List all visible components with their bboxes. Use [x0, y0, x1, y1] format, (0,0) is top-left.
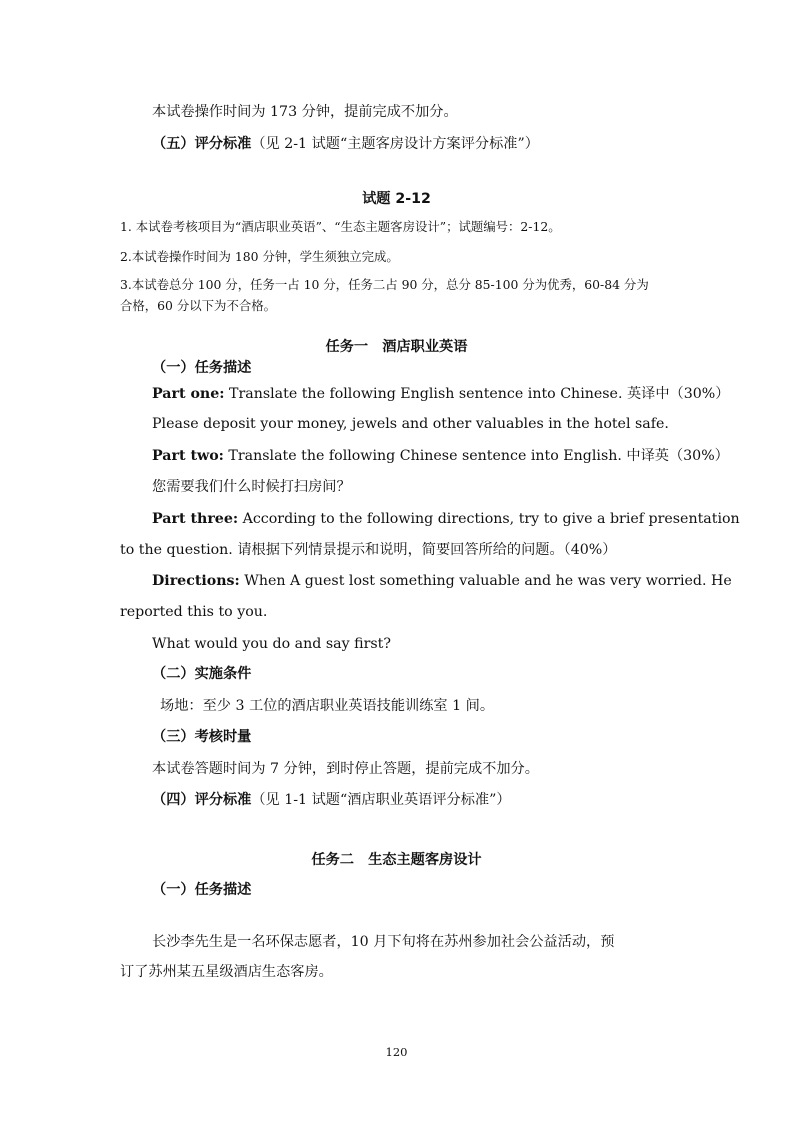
crit-line: [152, 790, 511, 810]
exam-note-2: 2.本试卷操作时间为 180 分钟，学生须独立完成。: [120, 249, 399, 264]
task1-title: 任务一 酒店职业英语: [325, 339, 468, 355]
part3-text: According to the following directions, try to give a brief presentation: [238, 511, 740, 527]
part3-line: [152, 509, 740, 529]
exam-title: 试题 2-12: [362, 191, 431, 207]
directions-label: Directions:: [152, 573, 240, 589]
part3-cont: to the question. 请根据下列情景提示和说明，简要回答所给的问题。（40%）: [120, 542, 617, 558]
page-number: 120: [385, 1045, 408, 1059]
exam-note-1: 1. 本试卷考核项目为“酒店职业英语”、“生态主题客房设计”；试题编号：2-12。: [120, 219, 561, 234]
time-line: 本试卷操作时间为 173 分钟，提前完成不加分。: [152, 104, 458, 120]
directions-line: [152, 571, 732, 591]
part1-text: Translate the following English sentence into Chinese. 英译中（30%）: [224, 386, 730, 402]
part2-label: Part two:: [152, 448, 224, 464]
task2-title: 任务二 生态主题客房设计: [311, 852, 482, 868]
part2-text: Translate the following Chinese sentence into English. 中译英（30%）: [223, 448, 729, 464]
part2-line: [152, 446, 729, 466]
criteria-line: [152, 134, 539, 154]
task1-desc-head: （一）任务描述: [152, 360, 252, 376]
time-head: （三）考核时量: [152, 729, 252, 745]
crit-rest: （见 1-1 试题“酒店职业英语评分标准”）: [251, 792, 511, 808]
exam-note-4: 合格，60 分以下为不合格。: [120, 298, 277, 313]
part3-label: Part three:: [152, 511, 239, 527]
part2-sentence: 您需要我们什么时候打扫房间？: [152, 479, 351, 495]
part1-sentence: Please deposit your money, jewels and other valuables in the hotel safe.: [152, 416, 669, 432]
time-text: 本试卷答题时间为 7 分钟，到时停止答题，提前完成不加分。: [152, 761, 539, 777]
directions-cont: reported this to you.: [120, 604, 268, 620]
exam-note-3: 3.本试卷总分 100 分，任务一占 10 分，任务二占 90 分，总分 85-100 分为优秀，60-84 分为: [120, 277, 649, 292]
criteria-rest: （见 2-1 试题“主题客房设计方案评分标准”）: [251, 136, 539, 152]
task2-para-1: 长沙李先生是一名环保志愿者，10 月下旬将在苏州参加社会公益活动，预: [152, 934, 615, 950]
crit-head: （四）评分标准: [152, 792, 252, 808]
cond-text: 场地：至少 3 工位的酒店职业英语技能训练室 1 间。: [160, 698, 495, 714]
part1-line: [152, 384, 729, 404]
task2-desc-head: （一）任务描述: [152, 882, 252, 898]
cond-head: （二）实施条件: [152, 666, 252, 682]
task2-para-2: 订了苏州某五星级酒店生态客房。: [120, 964, 333, 980]
part1-label: Part one:: [152, 386, 225, 402]
directions-text: When A guest lost something valuable and he was very worried. He: [239, 573, 732, 589]
question-line: What would you do and say first?: [152, 636, 391, 652]
criteria-head: （五）评分标准: [152, 136, 252, 152]
